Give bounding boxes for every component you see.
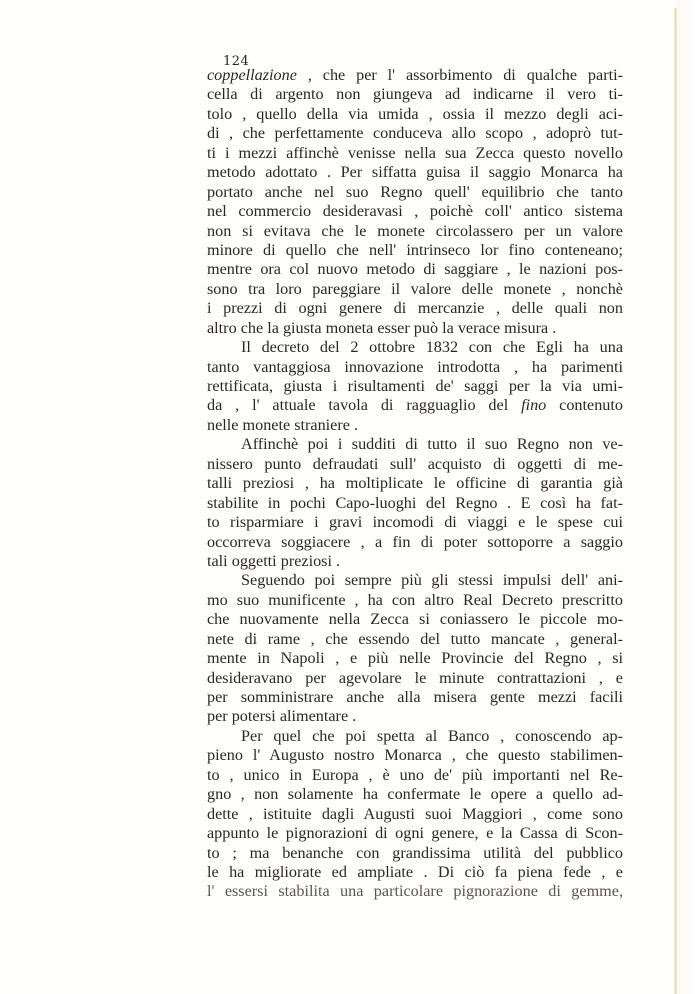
text-run: mo suo munificente , ha con altro Real Decreto prescritto <box>207 590 623 609</box>
text-run: talli preziosi , ha moltiplicate le officine di garantia già <box>207 474 623 493</box>
text-line <box>207 105 623 124</box>
text-line <box>207 785 623 804</box>
text-run: appunto le pignorazioni di ogni genere, e la Cassa di Scon- <box>207 824 623 843</box>
text-run: i prezzi di ogni genere di mercanzie , delle quali non <box>207 299 623 318</box>
text-line <box>207 513 623 532</box>
text-line <box>207 144 623 163</box>
text-run: to , unico in Europa , è uno de' più importanti nel Re- <box>207 765 623 784</box>
text-run: tolo , quello della via umida , ossia il mezzo degli aci- <box>207 104 623 123</box>
paragraph <box>207 571 623 727</box>
text-line <box>207 552 623 571</box>
page-number: 124 <box>223 54 250 69</box>
text-line <box>207 571 623 590</box>
text-line <box>207 260 623 279</box>
text-line <box>207 824 623 843</box>
text-run: Affinchè poi i sudditi di tutto il suo Regno non ve- <box>241 435 623 454</box>
italic-text: coppellazione <box>207 66 297 84</box>
text-run: ti i mezzi affinchè venisse nella sua Zecca questo novello <box>207 143 623 162</box>
text-line <box>207 455 623 474</box>
text-line <box>207 746 623 765</box>
text-run: le ha migliorate ed ampliate . Di ciò fa piena fede , e <box>207 862 623 881</box>
paragraph <box>207 435 623 571</box>
text-run: occorreva soggiacere , a fin di poter sottoporre a saggio <box>207 532 623 551</box>
page-edge-shadow <box>677 0 700 994</box>
text-run: stabilite in pochi Capo-luoghi del Regno . E così ha fat- <box>207 493 623 512</box>
text-line <box>207 494 623 513</box>
text-line <box>207 630 623 649</box>
text-line <box>207 474 623 493</box>
text-line <box>207 396 623 415</box>
text-run: mentre ora col nuovo metodo di saggiare , le nazioni pos- <box>207 260 623 279</box>
paragraph <box>207 66 623 338</box>
text-run: per potersi alimentare . <box>207 707 357 726</box>
text-line <box>207 610 623 629</box>
text-run: gno , non solamente ha confermate le opere a quello ad- <box>207 785 623 804</box>
paragraph <box>207 338 623 435</box>
text-line <box>207 222 623 241</box>
text-line <box>207 358 623 377</box>
paragraph <box>207 727 623 902</box>
text-line <box>207 280 623 299</box>
text-line <box>207 299 623 318</box>
text-run: l' essersi stabilita una particolare pignorazione di gemme, <box>207 882 623 901</box>
italic-text: fino <box>521 396 547 415</box>
text-run: nissero punto defraudati sull' acquisto di oggetti di me- <box>207 454 623 473</box>
text-run: Seguendo poi sempre più gli stessi impulsi dell' ani- <box>241 571 623 590</box>
text-run: desideravano per agevolare le minute contrattazioni , e <box>207 668 623 687</box>
body-text <box>207 66 623 902</box>
text-run: dette , istituite dagli Augusti suoi Maggiori , come sono <box>207 804 623 823</box>
text-line <box>207 338 623 357</box>
text-line <box>207 416 623 435</box>
text-run: altro che la giusta moneta esser può la verace misura . <box>207 318 557 337</box>
text-run: Per quel che poi spetta al Banco , conoscendo ap- <box>241 726 623 745</box>
text-line <box>207 163 623 182</box>
text-run: tali oggetti preziosi . <box>207 551 341 570</box>
text-line <box>207 688 623 707</box>
text-run: rettificata, giusta i risultamenti de' saggi per la via umi- <box>207 377 623 395</box>
text-line <box>207 66 623 85</box>
text-run: portato anche nel suo Regno quell' equilibrio che tanto <box>207 182 623 201</box>
text-line <box>207 766 623 785</box>
text-run: nel commercio desideravasi , poichè coll' antico sistema <box>207 202 623 221</box>
text-run: to ; ma benanche con grandissima utilità del pubblico <box>207 843 623 862</box>
text-run: to risparmiare i gravi incomodi di viaggi e le spese cui <box>207 513 623 532</box>
text-run: tanto vantaggiosa innovazione introdotta , ha parimenti <box>207 357 623 376</box>
text-run: che nuovamente nella Zecca si coniassero le piccole mo- <box>207 610 623 629</box>
text-run: contenuto <box>546 396 623 415</box>
text-line <box>207 669 623 688</box>
text-run: per somministrare anche alla misera gente mezzi facili <box>207 688 623 706</box>
text-run: non si evitava che le monete circolassero per un valore <box>207 221 623 240</box>
text-line <box>207 707 623 726</box>
text-line <box>207 85 623 104</box>
text-line <box>207 882 623 901</box>
text-line <box>207 533 623 552</box>
text-line <box>207 805 623 824</box>
text-line <box>207 844 623 863</box>
text-run: nete di rame , che essendo del tutto mancate , general- <box>207 629 623 648</box>
text-line <box>207 649 623 668</box>
text-line <box>207 727 623 746</box>
text-run: Il decreto del 2 ottobre 1832 con che Egli ha una <box>241 338 623 357</box>
text-run: da , l' attuale tavola di ragguaglio del <box>207 396 522 415</box>
text-run: sono tra loro pareggiare il valore delle monete , nonchè <box>207 279 623 298</box>
text-line <box>207 202 623 221</box>
text-run: pieno l' Augusto nostro Monarca , che questo stabilimen- <box>207 746 623 765</box>
text-run: mente in Napoli , e più nelle Provincie del Regno , si <box>207 649 623 668</box>
text-run: metodo adottato . Per siffatta guisa il saggio Monarca ha <box>207 163 623 182</box>
text-run: di , che perfettamente conduceva allo scopo , adoprò tut- <box>207 124 623 143</box>
text-line <box>207 435 623 454</box>
text-line <box>207 377 623 396</box>
text-line <box>207 124 623 143</box>
text-line <box>207 319 623 338</box>
text-run: cella di argento non giungeva ad indicarne il vero ti- <box>207 85 623 104</box>
text-run: nelle monete straniere . <box>207 415 359 434</box>
text-line <box>207 183 623 202</box>
text-line <box>207 591 623 610</box>
text-line <box>207 241 623 260</box>
text-run: minore di quello che nell' intrinseco lor fino conteneano; <box>207 240 623 259</box>
text-run: , che per l' assorbimento di qualche parti- <box>296 66 623 84</box>
text-line <box>207 863 623 882</box>
